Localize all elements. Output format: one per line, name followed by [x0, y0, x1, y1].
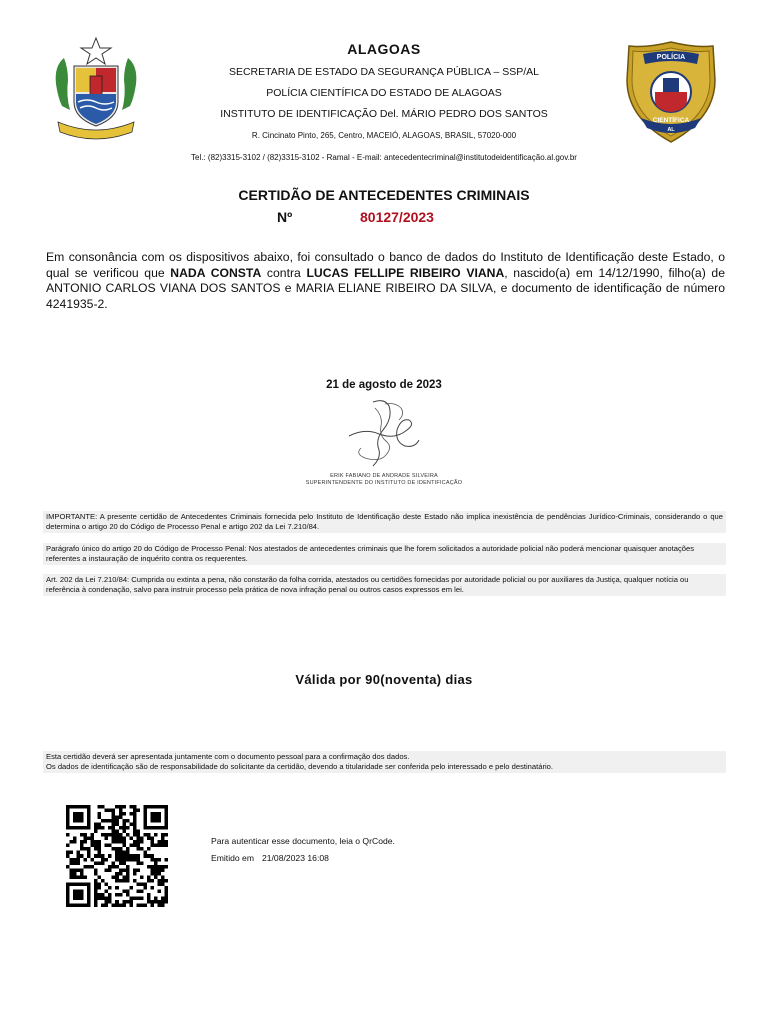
certificate-number-label: Nº — [277, 209, 293, 225]
notice-footer — [43, 751, 726, 773]
header-contact: Tel.: (82)3315-3102 / (82)3315-3102 - Ramal - E-mail: antecedentecriminal@institutodeidentificação.al.gov.br — [191, 153, 577, 162]
certificate-title: CERTIDÃO DE ANTECEDENTES CRIMINAIS — [238, 187, 530, 203]
header-state: ALAGOAS — [347, 41, 421, 57]
notice-important: IMPORTANTE: A presente certidão de Antecedentes Criminais fornecida pelo Instituto de Identificação deste Estado não implica inexistência de pendências Jurídico-Criminais, considerando o que determina o artigo 20 do Código de Processo Penal e artigo 202 da Lei 7.210/84. — [43, 511, 726, 533]
header-secretariat: SECRETARIA DE ESTADO DA SEGURANÇA PÚBLICA – SSP/AL — [228, 66, 540, 78]
body-part-3: , nascido(a) em 14/12/1990, filho(a) de ANTONIO CARLOS VIANA DOS SANTOS e MARIA ELIANE RIBEIRO DA SILVA, e documento de identificação de número 4241935-2. — [46, 265, 725, 311]
signatory-name: ERIK FABIANO DE ANDRADE SILVEIRA — [330, 473, 438, 479]
body-part-2: contra — [261, 265, 307, 280]
footer-line-2: Os dados de identificação são de responsabilidade do solicitante da certidão, devendo a titularidade ser conferida pelo interessado e pelo destinatário. — [46, 762, 554, 771]
qr-code[interactable] — [66, 805, 168, 907]
person-name: LUCAS FELLIPE RIBEIRO VIANA — [306, 265, 505, 280]
header-institute: INSTITUTO DE IDENTIFICAÇÃO Del. MÁRIO PEDRO DOS SANTOS — [220, 108, 548, 120]
certificate-number: 80127/2023 — [360, 209, 434, 225]
notice-art202: Art. 202 da Lei 7.210/84: Cumprida ou extinta a pena, não constarão da folha corrida, atestados ou certidões fornecidas por autoridade policial ou por auxiliares da Justiça, qualquer notícia ou referência à condenação, salvo para instruir processo pela prática de nova infração penal ou outros casos expressos em lei. — [43, 574, 726, 596]
badge-bottom-text: CIENTÍFICA — [652, 117, 690, 124]
certificate-body — [46, 250, 725, 312]
auth-instruction: Para autenticar esse documento, leia o QrCode. — [211, 836, 395, 846]
header-police: POLÍCIA CIENTÍFICA DO ESTADO DE ALAGOAS — [266, 87, 502, 99]
issue-date: 21 de agosto de 2023 — [326, 379, 442, 391]
auth-emitted — [211, 853, 329, 863]
notice-paragraph: Parágrafo único do artigo 20 do Código de Processo Penal: Nos atestados de antecedentes criminais que lhe forem solicitados a autoridade policial não poderá mencionar quaisquer anotações referentes a instauração de inquérito contra os requerentes. — [43, 543, 726, 565]
validity-text: Válida por 90(noventa) dias — [295, 672, 473, 687]
badge-abbr-text: AL — [667, 127, 675, 133]
footer-line-1: Esta certidão deverá ser apresentada juntamente com o documento pessoal para a confirmação dos dados. — [46, 752, 410, 761]
body-part-1: Em consonância com os dispositivos abaixo, foi consultado o banco de dados do Instituto de Identificação deste Estado, o qual se verificou que — [46, 250, 725, 280]
header-address: R. Cincinato Pinto, 265, Centro, MACEIÓ, ALAGOAS, BRASIL, 57020-000 — [251, 131, 517, 140]
handwritten-signature — [335, 396, 425, 474]
badge-top-text: POLÍCIA — [656, 54, 686, 61]
signatory-role: SUPERINTENDENTE DO INSTITUTO DE IDENTIFICAÇÃO — [305, 480, 463, 486]
status-text: NADA CONSTA — [170, 265, 262, 280]
emitted-value: 21/08/2023 16:08 — [261, 853, 329, 863]
emitted-label: Emitido em — [211, 853, 254, 863]
